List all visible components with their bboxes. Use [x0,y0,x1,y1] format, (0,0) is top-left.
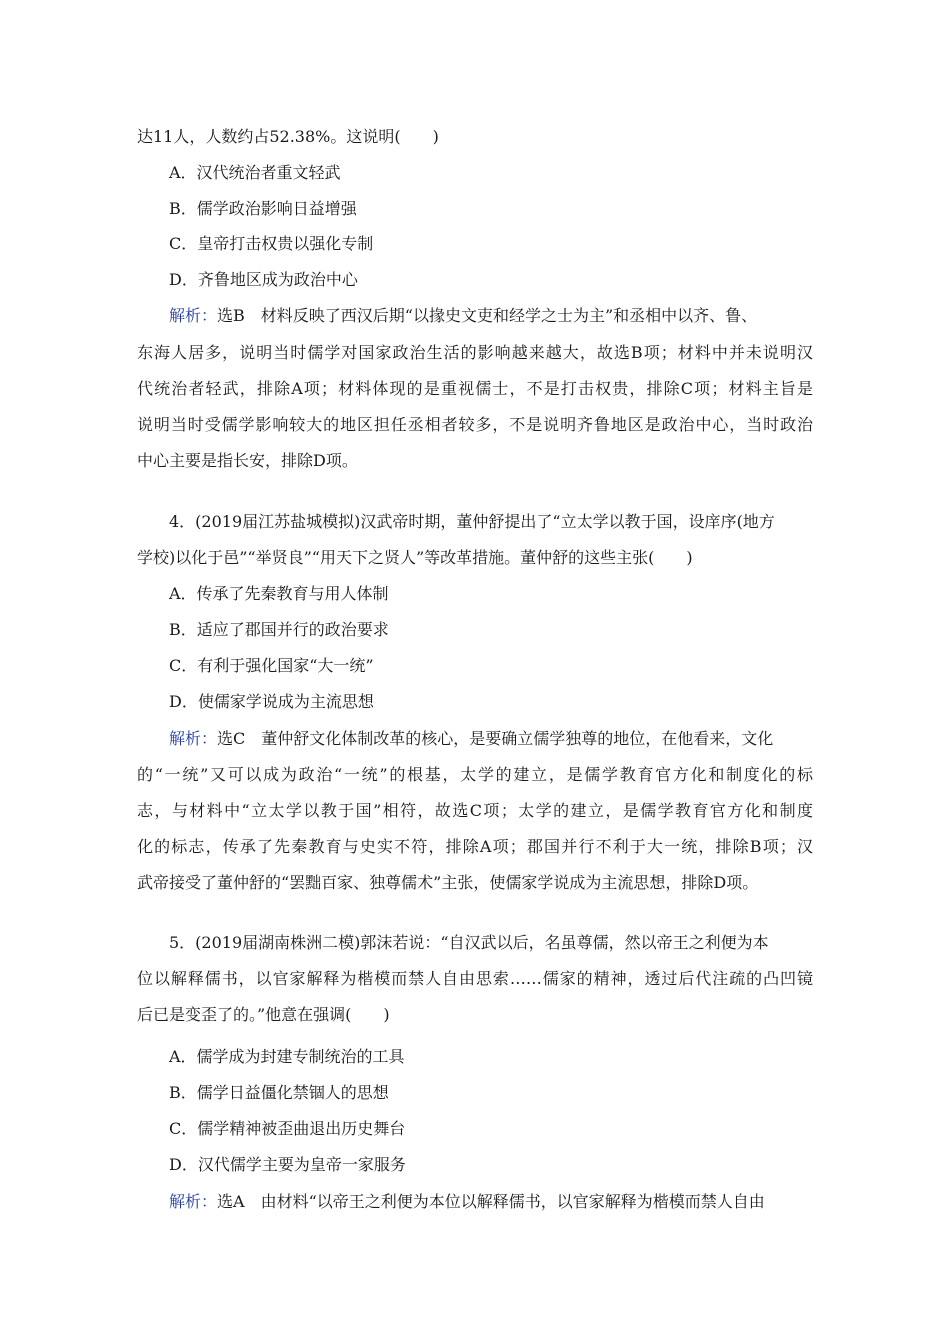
q3-analysis-line: 代统治者轻武，排除A项；材料体现的是重视儒士，不是打击权贵，排除C项；材料主旨是 [137,379,813,398]
q3-analysis-line: 说明当时受儒学影响较大的地区担任丞相者较多，不是说明齐鲁地区是政治中心，当时政治 [137,415,813,434]
q4-analysis-line: 化的标志，传承了先秦教育与史实不符，排除A项；郡国并行不利于大一统，排除B项；汉 [137,837,813,856]
q3-option-d: D．齐鲁地区成为政治中心 [169,270,358,289]
q3-analysis-line: 中心主要是指长安，排除D项。 [137,451,358,470]
q5-analysis-first-line [169,1192,765,1212]
q4-analysis-line: 的“一统”又可以成为政治“一统”的根基，太学的建立，是儒学教育官方化和制度化的标 [137,765,813,784]
q5-stem-line: 后已是变歪了的。”他意在强调( ) [137,1005,390,1024]
q5-stem-line: 5．(2019届湖南株洲二模)郭沫若说：“自汉武以后，名虽尊儒，然以帝王之利便为本 [169,933,769,952]
q4-analysis-label: 解析： [169,729,218,748]
q3-option-a: A．汉代统治者重文轻武 [169,163,341,182]
q4-option-a: A．传承了先秦教育与用人体制 [169,584,389,603]
q5-option-a: A．儒学成为封建专制统治的工具 [169,1047,405,1066]
q5-option-b: B．儒学日益僵化禁锢人的思想 [169,1083,389,1102]
q4-stem-line: 学校)以化于邑”“举贤良”“用天下之贤人”等改革措施。董仲舒的这些主张( ) [137,548,693,567]
q4-option-d: D．使儒家学说成为主流思想 [169,692,374,711]
q5-option-d: D．汉代儒学主要为皇帝一家服务 [169,1155,406,1174]
q4-analysis-first-line [169,729,773,749]
q5-stem-line: 位以解释儒书，以官家解释为楷模而禁人自由思索……儒家的精神，透过后代注疏的凸凹镜 [137,969,813,988]
q4-analysis-line: 武帝接受了董仲舒的“罢黜百家、独尊儒术”主张，使儒家学说成为主流思想，排除D项。 [137,873,759,892]
q3-option-c: C．皇帝打击权贵以强化专制 [169,234,374,253]
q4-option-b: B．适应了郡国并行的政治要求 [169,620,389,639]
q3-analysis-text: 选B 材料反映了西汉后期“以掾史文吏和经学之士为主”和丞相中以齐、鲁、 [217,306,758,325]
q3-option-b: B．儒学政治影响日益增强 [169,199,357,218]
q5-option-c: C．儒学精神被歪曲退出历史舞台 [169,1119,406,1138]
q4-stem-line: 4．(2019届江苏盐城模拟)汉武帝时期，董仲舒提出了“立太学以教于国，设庠序(地方 [169,512,775,531]
q3-analysis-line: 东海人居多，说明当时儒学对国家政治生活的影响越来越大，故选B项；材料中并未说明汉 [137,343,813,362]
q3-stem-tail: 达11人，人数约占52.38%。这说明( ) [137,127,439,146]
q3-analysis-label: 解析： [169,306,218,325]
q4-analysis-text: 选C 董仲舒文化体制改革的核心，是要确立儒学独尊的地位，在他看来，文化 [217,729,774,748]
q4-analysis-line: 志，与材料中“立太学以教于国”相符，故选C项；太学的建立，是儒学教育官方化和制度 [137,801,813,820]
q3-analysis-first-line [169,306,757,326]
q4-option-c: C．有利于强化国家“大一统” [169,656,374,675]
q5-analysis-label: 解析： [169,1192,218,1211]
q5-analysis-text: 选A 由材料“以帝王之利便为本位以解释儒书，以官家解释为楷模而禁人自由 [217,1192,765,1211]
